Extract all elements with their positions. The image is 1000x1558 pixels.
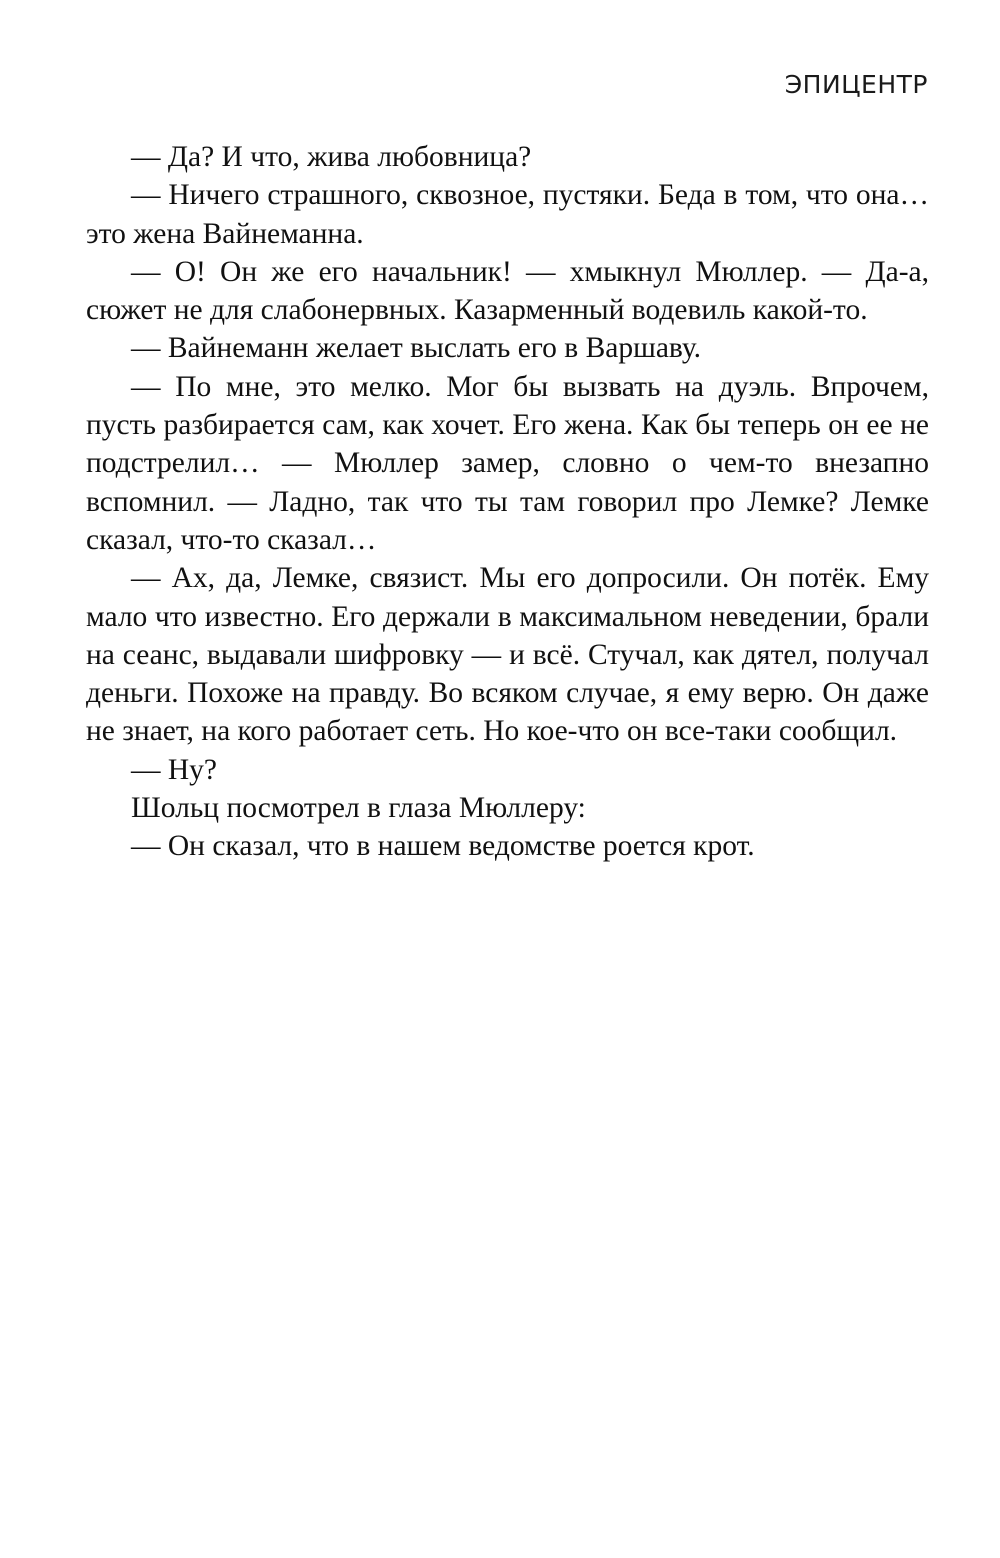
paragraph: — Ничего страшного, сквозное, пустяки. Беда в том, что она… это жена Вайнеманна.: [86, 179, 929, 250]
running-title: ЭПИЦЕНТР: [784, 70, 928, 99]
body-text: [86, 138, 929, 866]
paragraph: — По мне, это мелко. Мог бы вызвать на дуэль. Впрочем, пусть разбирается сам, как хочет. Его жена. Как бы теперь он ее не подстрелил… — Мюллер замер, словно о чем-то внезапно вспомнил. — Ладно, так что ты там говорил про Лемке? Лемке сказал, что-то сказал…: [86, 370, 929, 556]
paragraph: — Он сказал, что в нашем ведомстве роется крот.: [131, 830, 755, 863]
paragraph: — Ну?: [131, 753, 218, 786]
paragraph: — Ах, да, Лемке, связист. Мы его допросили. Он потёк. Ему мало что известно. Его держали в максимальном неведении, брали на сеанс, выдавали шифровку — и всё. Стучал, как дятел, получал деньги. Похоже на правду. Во всяком случае, я ему верю. Он даже не знает, на кого работает сеть. Но кое-что он все-таки сообщил.: [86, 562, 929, 748]
paragraph: Шольц посмотрел в глаза Мюллеру:: [131, 792, 586, 825]
paragraph: — О! Он же его начальник! — хмыкнул Мюллер. — Да-а, сюжет не для слабонервных. Казарменный водевиль какой-то.: [86, 255, 929, 327]
paragraph: — Вайнеманн желает выслать его в Варшаву.: [131, 332, 702, 365]
paragraph: — Да? И что, жива любовница?: [131, 141, 532, 173]
